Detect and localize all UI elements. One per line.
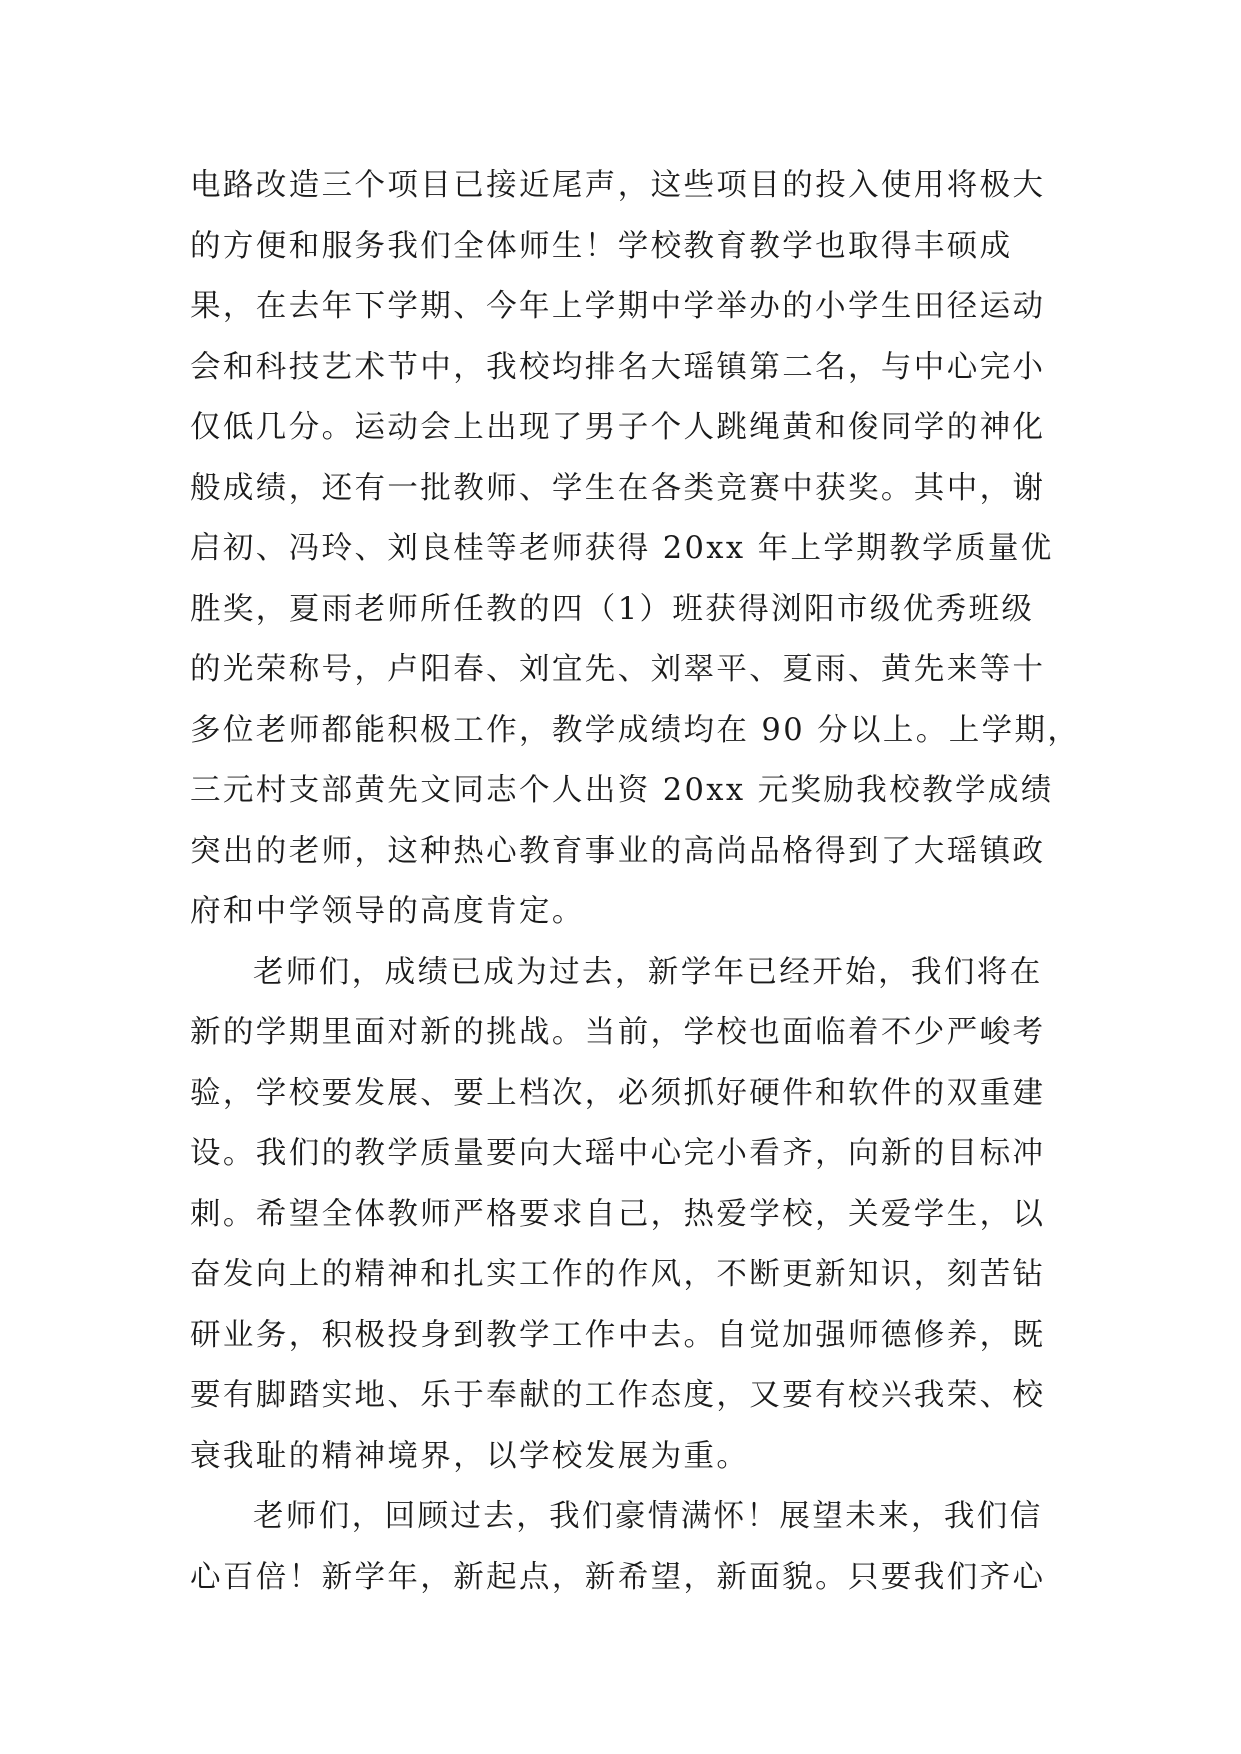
text-line: 仅低几分。运动会上出现了男子个人跳绳黄和俊同学的神化 — [190, 410, 1046, 445]
text-line: 三元村支部黄先文同志个人出资 20xx 元奖励我校教学成绩 — [190, 773, 1054, 808]
text-line: 突出的老师，这种热心教育事业的高尚品格得到了大瑶镇政 — [190, 833, 1046, 869]
text-line: 验，学校要发展、要上档次，必须抓好硬件和软件的双重建 — [190, 1075, 1046, 1111]
text-line: 要有脚踏实地、乐于奉献的工作态度，又要有校兴我荣、校 — [190, 1378, 1046, 1413]
text-line: 府和中学领导的高度肯定。 — [190, 894, 585, 929]
document-body — [190, 156, 1081, 1608]
text-line: 老师们，成绩已成为过去，新学年已经开始，我们将在 — [253, 954, 1043, 990]
text-line: 果，在去年下学期、今年上学期中学举办的小学生田径运动 — [190, 289, 1046, 324]
text-line: 衰我耻的精神境界，以学校发展为重。 — [190, 1438, 750, 1474]
text-line: 的光荣称号，卢阳春、刘宜先、刘翠平、夏雨、黄先来等十 — [190, 652, 1046, 687]
text-line: 电路改造三个项目已接近尾声，这些项目的投入使用将极大 — [190, 168, 1046, 203]
text-line: 刺。希望全体教师严格要求自己，热爱学校，关爱学生，以 — [190, 1196, 1046, 1232]
text-line: 胜奖，夏雨老师所任教的四（1）班获得浏阳市级优秀班级 — [190, 591, 1035, 627]
text-line: 会和科技艺术节中，我校均排名大瑶镇第二名，与中心完小 — [190, 349, 1046, 385]
text-line: 设。我们的教学质量要向大瑶中心完小看齐，向新的目标冲 — [190, 1136, 1046, 1171]
text-line: 研业务，积极投身到教学工作中去。自觉加强师德修养，既 — [190, 1317, 1046, 1353]
text-line: 心百倍！新学年，新起点，新希望，新面貌。只要我们齐心 — [190, 1559, 1046, 1595]
text-line: 的方便和服务我们全体师生！学校教育教学也取得丰硕成 — [190, 228, 1013, 264]
text-line: 奋发向上的精神和扎实工作的作风，不断更新知识，刻苦钻 — [190, 1257, 1046, 1292]
text-line: 多位老师都能积极工作，教学成绩均在 90 分以上。上学期， — [190, 712, 1081, 748]
text-line: 新的学期里面对新的挑战。当前，学校也面临着不少严峻考 — [190, 1015, 1046, 1050]
text-line: 老师们，回顾过去，我们豪情满怀！展望未来，我们信 — [253, 1499, 1043, 1534]
text-line: 般成绩，还有一批教师、学生在各类竞赛中获奖。其中，谢 — [190, 470, 1046, 506]
text-line: 启初、冯玲、刘良桂等老师获得 20xx 年上学期教学质量优 — [190, 531, 1054, 566]
